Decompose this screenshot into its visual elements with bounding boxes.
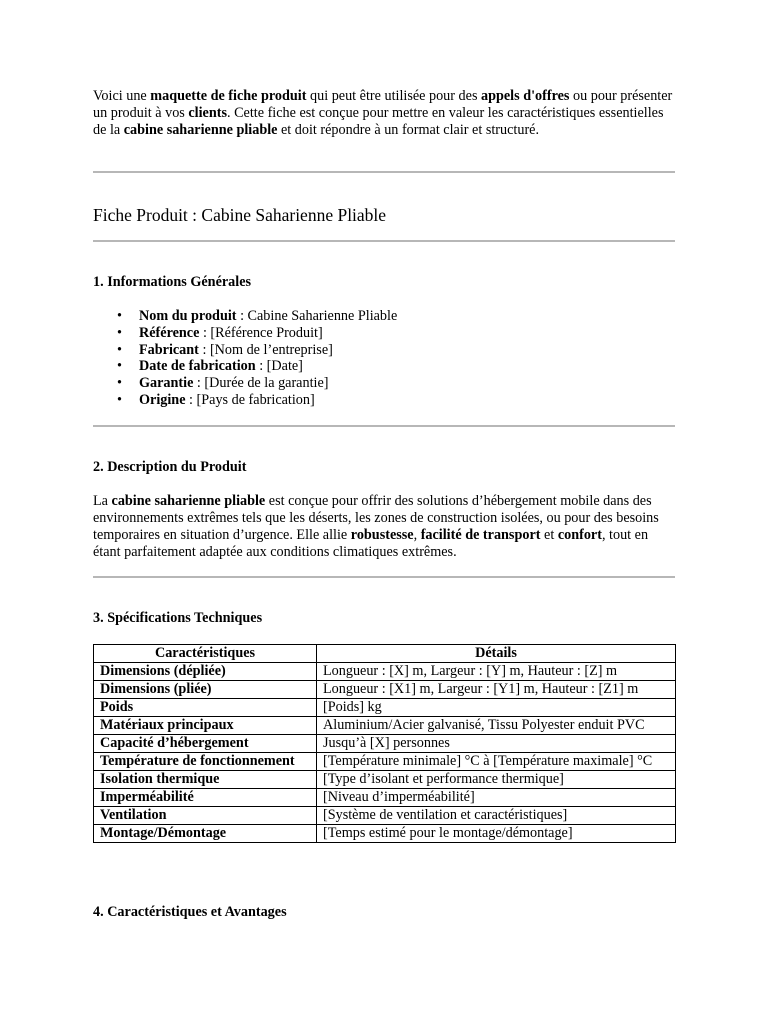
spec-value: [Niveau d’imperméabilité] [317, 789, 676, 807]
spec-name: Montage/Démontage [94, 825, 317, 843]
intro-text: Voici une [93, 88, 151, 104]
section-heading-general-info: 1. Informations Générales [93, 274, 252, 290]
list-item [93, 325, 397, 342]
intro-bold: clients [188, 105, 227, 121]
spec-value: [Type d’isolant et performance thermique] [317, 771, 676, 789]
item-value: : [Durée de la garantie] [193, 375, 329, 392]
intro-text: ou pour présenter un produit à vos [93, 88, 673, 121]
spec-value: Jusqu’à [X] personnes [317, 735, 676, 753]
bullet-icon: • [117, 308, 122, 324]
table-header-row [94, 645, 676, 663]
spec-value: [Poids] kg [317, 699, 676, 717]
spec-value: [Temps estimé pour le montage/démontage] [317, 825, 676, 843]
spec-value: Aluminium/Acier galvanisé, Tissu Polyester enduit PVC [317, 717, 676, 735]
bullet-icon: • [117, 324, 122, 341]
intro-text: et doit répondre à un format clair et structuré. [277, 122, 540, 138]
divider [93, 576, 675, 578]
section-heading-features: 4. Caractéristiques et Avantages [93, 904, 287, 920]
spec-name: Capacité d’hébergement [94, 735, 317, 753]
desc-bold: facilité de transport [420, 527, 541, 543]
specifications-table [93, 644, 676, 843]
table-row [94, 753, 676, 771]
item-label: Référence [139, 324, 200, 341]
list-item [93, 375, 397, 392]
desc-text: , [413, 527, 421, 543]
table-row [94, 735, 676, 753]
list-item [93, 342, 397, 359]
spec-name: Ventilation [94, 807, 317, 825]
section-heading-description: 2. Description du Produit [93, 459, 247, 475]
table-row [94, 663, 676, 681]
item-label: Origine [139, 391, 186, 408]
desc-text: et [540, 527, 558, 543]
bullet-icon: • [117, 375, 122, 392]
list-item [93, 308, 397, 325]
intro-text: . Cette fiche est conçue pour mettre en valeur les caractéristiques essentielles de la [93, 105, 664, 138]
divider [93, 240, 675, 242]
table-row [94, 717, 676, 735]
spec-value: [Température minimale] °C à [Température maximale] °C [317, 753, 676, 771]
table-row [94, 789, 676, 807]
spec-value: Longueur : [X1] m, Largeur : [Y1] m, Hauteur : [Z1] m [317, 681, 676, 699]
spec-name: Isolation thermique [94, 771, 317, 789]
column-header: Détails [317, 645, 676, 663]
item-value: : Cabine Saharienne Pliable [236, 308, 398, 324]
item-value: : [Pays de fabrication] [185, 391, 315, 408]
column-header: Caractéristiques [94, 645, 317, 663]
divider [93, 425, 675, 427]
bullet-icon: • [117, 391, 122, 408]
divider [93, 171, 675, 173]
spec-value: [Système de ventilation et caractéristiques] [317, 807, 676, 825]
spec-name: Matériaux principaux [94, 717, 317, 735]
item-value: : [Date] [255, 358, 303, 375]
table-row [94, 771, 676, 789]
bullet-icon: • [117, 341, 122, 358]
general-info-list [93, 308, 397, 409]
intro-paragraph [93, 88, 675, 139]
desc-bold: robustesse [350, 527, 414, 543]
item-value: : [Référence Produit] [199, 324, 323, 341]
desc-bold: cabine saharienne pliable [111, 493, 266, 509]
list-item [93, 392, 397, 409]
spec-name: Poids [94, 699, 317, 717]
item-label: Nom du produit [139, 308, 237, 324]
intro-bold: cabine saharienne pliable [123, 122, 278, 138]
table-row [94, 699, 676, 717]
spec-name: Dimensions (dépliée) [94, 663, 317, 681]
intro-bold: maquette de fiche produit [150, 88, 307, 104]
list-item [93, 358, 397, 375]
spec-value: Longueur : [X] m, Largeur : [Y] m, Hauteur : [Z] m [317, 663, 676, 681]
item-value: : [Nom de l’entreprise] [198, 341, 333, 358]
table-row [94, 681, 676, 699]
desc-bold: confort [557, 527, 602, 543]
spec-name: Dimensions (pliée) [94, 681, 317, 699]
desc-text: La [93, 493, 112, 509]
bullet-icon: • [117, 358, 122, 375]
table-row [94, 825, 676, 843]
section-heading-specifications: 3. Spécifications Techniques [93, 610, 263, 626]
page-title: Fiche Produit : Cabine Saharienne Pliable [93, 205, 387, 225]
desc-text: , tout en étant parfaitement adaptée aux conditions climatiques extrêmes. [93, 527, 649, 560]
spec-name: Imperméabilité [94, 789, 317, 807]
intro-bold: appels d'offres [481, 88, 570, 104]
description-paragraph [93, 493, 675, 561]
spec-name: Température de fonctionnement [94, 753, 317, 771]
item-label: Fabricant [139, 341, 199, 358]
item-label: Garantie [139, 375, 194, 392]
desc-text: est conçue pour offrir des solutions d’hébergement mobile dans des environnements extrêmes tels que les déserts, les zones de construction isolées, ou pour des besoins temporaires en situation d’urgence. Elle allie [93, 493, 659, 543]
table-row [94, 807, 676, 825]
intro-text: qui peut être utilisée pour des [306, 88, 482, 104]
item-label: Date de fabrication [139, 358, 256, 375]
